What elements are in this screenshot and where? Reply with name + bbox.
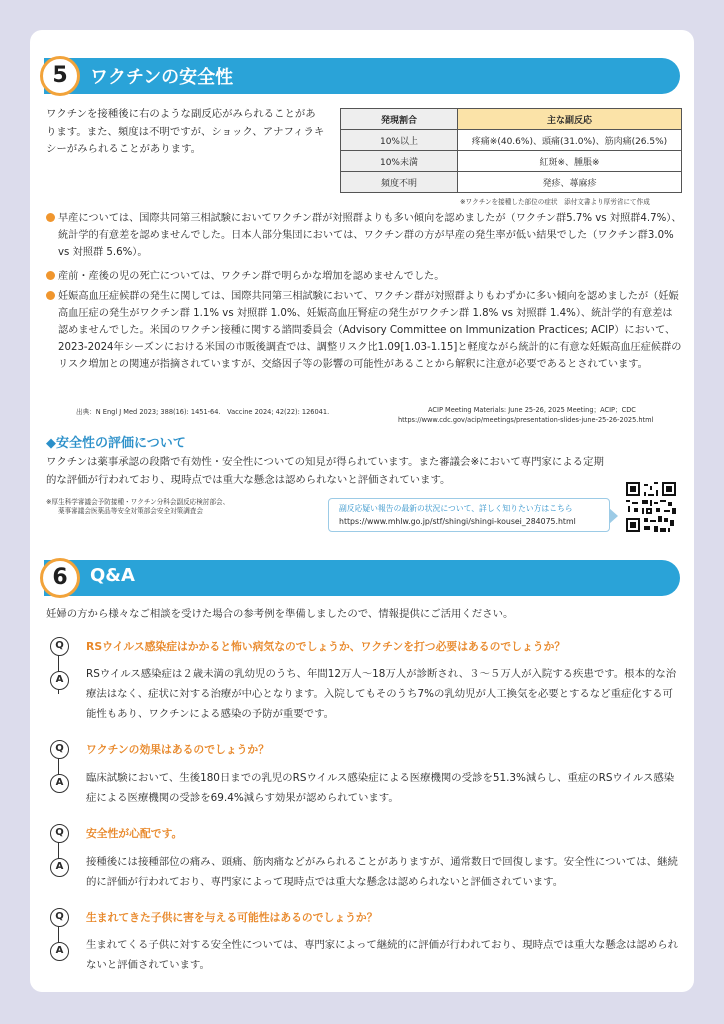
section-6-intro: 妊婦の方から様々なご相談を受けた場合の参考例を準備しましたので、情報提供にご活用ください。: [46, 608, 514, 620]
bullet-dot: [46, 213, 55, 222]
table-note: ※ワクチンを接種した部位の症状 添付文書より厚労省にて作成: [460, 198, 650, 206]
a-badge: A: [50, 942, 69, 961]
section-5-header: [44, 58, 680, 94]
question-4: 生まれてきた子供に害を与える可能性はあるのでしょうか？: [86, 911, 378, 924]
source-left: 出典：N Engl J Med 2023; 388(16): 1451-64. Vaccine 2024; 42(22): 126041.: [76, 408, 330, 416]
row-frequency: 10%以上: [341, 130, 458, 151]
bullet-preterm: [46, 210, 682, 261]
row-frequency: 10%未満: [341, 151, 458, 172]
q-badge: Q: [50, 824, 69, 843]
header-frequency: 発現割合: [341, 109, 458, 130]
a-badge: A: [50, 671, 69, 690]
eval-note-1: ※厚生科学審議会予防接種・ワクチン分科会副反応検討部会、: [46, 498, 230, 506]
callout-text: 副反応疑い報告の最新の状況について、詳しく知りたい方はこちら: [339, 504, 573, 513]
row-reaction: 紅斑※、腫脹※: [458, 151, 682, 172]
answer-2: 臨床試験において、生後180日までの乳児のRSウイルス感染症による医療機関の受診を51.3%減らし、重症のRSウイルス感染症による医療機関の受診を69.4%減らす効果が認められています。: [86, 772, 675, 804]
eval-text: ワクチンは薬事承認の段階で有効性・安全性についての知見が得られています。また審議会※において専門家による定期的な評価が行われており、現時点では重大な懸念は認められないと評価されています。: [46, 456, 604, 486]
a-badge: A: [50, 858, 69, 877]
a-badge: A: [50, 774, 69, 793]
row-frequency: 頻度不明: [341, 172, 458, 193]
eval-note-2: 薬事審議会医薬品等安全対策部会安全対策調査会: [58, 507, 204, 515]
table-header-row: [341, 109, 682, 130]
qr-code-icon[interactable]: [626, 482, 676, 532]
question-1: RSウイルス感染症はかかると怖い病気なのでしょうか、ワクチンを打つ必要はあるのでしょうか？: [86, 640, 566, 653]
callout-url[interactable]: https://www.mhlw.go.jp/stf/shingi/shingi-kousei_284075.html: [339, 517, 576, 526]
bullet-infant-death: [46, 268, 682, 285]
section-6-number: 6: [40, 558, 80, 598]
question-3: 安全性が心配です。: [86, 827, 183, 840]
bullet-hypertension: [46, 288, 682, 373]
table-row: [341, 130, 682, 151]
header-reaction: 主な副反応: [458, 109, 682, 130]
source-right-2: https://www.cdc.gov/acip/meetings/presentation-slides-june-25-26-2025.html: [398, 416, 654, 424]
bullet-dot: [46, 271, 55, 280]
side-effects-table: [340, 108, 682, 193]
table-row: [341, 172, 682, 193]
section-6-title: Q&A: [90, 565, 135, 586]
row-reaction: 疼痛※(40.6%)、頭痛(31.0%)、筋肉痛(26.5%): [458, 130, 682, 151]
page-sheet: [30, 30, 694, 992]
bullet-text: 産前・産後の児の死亡については、ワクチン群で明らかな増加を認めませんでした。: [58, 271, 445, 282]
table-row: [341, 151, 682, 172]
bullet-dot: [46, 291, 55, 300]
section-5-intro: ワクチンを接種後に右のような副反応がみられることがあります。また、頻度は不明ですが、ショック、アナフィラキシーがみられることがあります。: [46, 108, 325, 155]
callout-arrow-icon: [609, 508, 618, 524]
bullet-text: 妊娠高血圧症候群の発生に関しては、国際共同第三相試験において、ワクチン群が対照群よりもわずかに多い傾向を認めましたが（妊娠高血圧症の発生がワクチン群 1.1% vs 対照群 1.0%、妊娠高血圧腎症の発生がワクチン群 1.8% vs 対照群 1.4%）、統計学的有意差は認めませんでした。米国のワクチン接種に関する諮問委員会（Advisory Committee on Immunization Practices; ACIP）において、2023-2024年シーズンにおける米国の市販後調査では、調整リスク比1.09[1.03-1.15]と軽度ながら統計的に有意な妊娠高血圧症候群のリスク増加との関連が指摘されていますが、交絡因子等の影響の可能性があることから解釈に注意が必要であるとされています。: [58, 291, 682, 370]
row-reaction: 発疹、蕁麻疹: [458, 172, 682, 193]
section-5-number: 5: [40, 56, 80, 96]
section-5-title: ワクチンの安全性: [90, 67, 234, 88]
mhlw-link-callout[interactable]: [328, 498, 610, 532]
answer-3: 接種後には接種部位の痛み、頭痛、筋肉痛などがみられることがありますが、通常数日で回復します。安全性については、継続的に評価が行われており、専門家によって現時点では重大な懸念は認められないと評価されています。: [86, 856, 678, 888]
question-2: ワクチンの効果はあるのでしょうか？: [86, 743, 270, 756]
q-badge: Q: [50, 740, 69, 759]
source-right-1: ACIP Meeting Materials: June 25-26, 2025 Meeting；ACIP；CDC: [428, 406, 636, 414]
q-badge: Q: [50, 637, 69, 656]
q-badge: Q: [50, 908, 69, 927]
section-6-header: [44, 560, 680, 596]
eval-heading: ◆安全性の評価について: [46, 436, 186, 451]
answer-1: RSウイルス感染症は２歳未満の乳幼児のうち、年間12万人～18万人が診断され、３～５万人が入院する疾患です。根本的な治療法はなく、症状に対する治療が中心となります。入院してもそのうち7%の乳幼児が人工換気を必要とするなど重症化する可能性もあり、ワクチンによる感染の予防が重要です。: [86, 668, 677, 720]
bullet-text: 早産については、国際共同第三相試験においてワクチン群が対照群よりも多い傾向を認めましたが（ワクチン群5.7% vs 対照群4.7%）、統計学的有意差を認めませんでした。日本人部分集団においては、ワクチン群の方が早産の発生率が低い結果でした（ワクチン群3.0% vs 対照群 5.6%）。: [58, 213, 682, 258]
answer-4: 生まれてくる子供に対する安全性については、専門家によって継続的に評価が行われており、現時点では重大な懸念は認められないと評価されています。: [86, 939, 679, 971]
